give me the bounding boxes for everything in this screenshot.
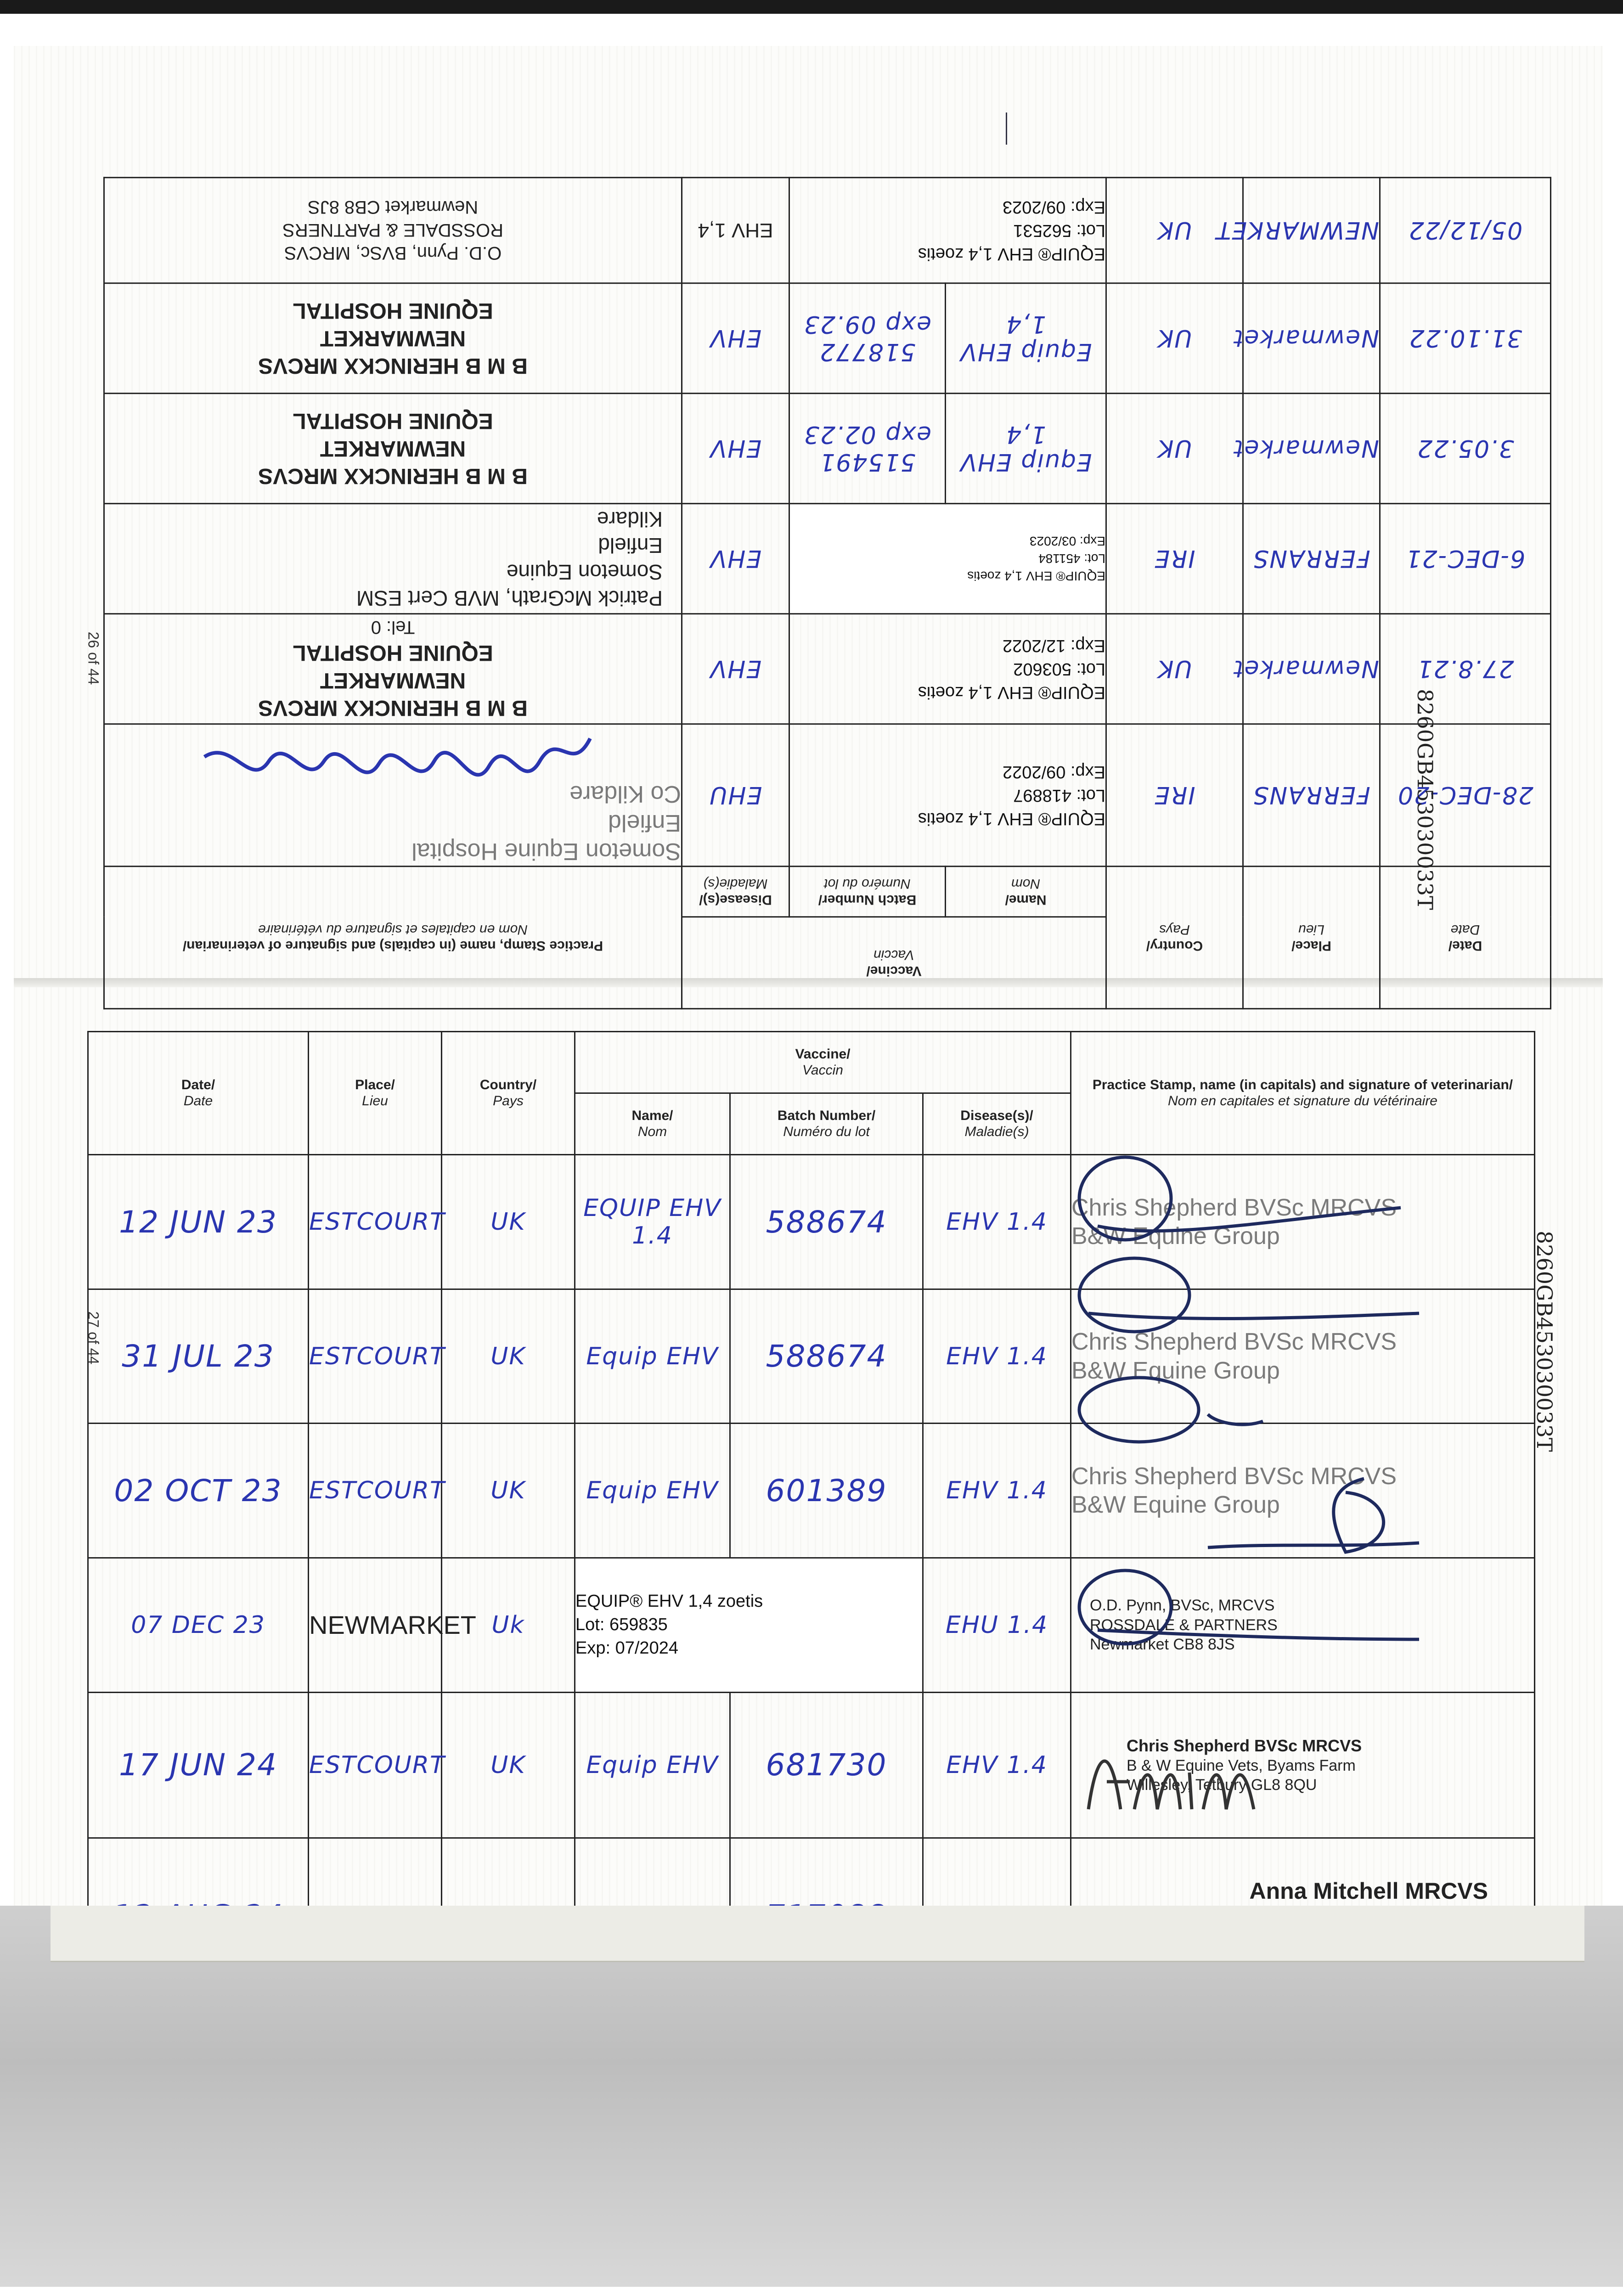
date-cell: 6-DEC-21 xyxy=(1380,504,1551,614)
date-cell: 3.05.22 xyxy=(1380,394,1551,504)
practice-stamp: Chris Shepherd BVSc MRCVS B&W Equine Group xyxy=(1071,1289,1535,1424)
date-cell: 02 OCT 23 xyxy=(88,1424,309,1558)
place-cell: Newmarket xyxy=(1243,394,1380,504)
disease-cell: EHV 1.4 xyxy=(923,1155,1071,1289)
country-cell: UK xyxy=(1106,283,1243,394)
table-row xyxy=(104,178,1551,283)
practice-stamp: Anna Mitchell MRCVS xyxy=(1071,1838,1535,1994)
page-number: 27 of 44 xyxy=(85,1311,102,1365)
page-number: 26 of 44 xyxy=(85,631,102,685)
signature-icon xyxy=(186,725,600,780)
vaccine-sticker: EQUIP® EHV 1,4 zoetis Lot: 418897 Exp: 09/2022 xyxy=(789,724,1106,867)
country-cell: UK xyxy=(442,1424,575,1558)
batch-cell: 588674 xyxy=(730,1289,923,1424)
date-cell: 12 JUN 23 xyxy=(88,1155,309,1289)
header-practice: Practice Stamp, name (in capitals) and signature of veterinarian/ Nom en capitales et signature du vétérinaire xyxy=(1071,1032,1535,1155)
country-cell: UK xyxy=(1106,178,1243,283)
header-practice: Practice Stamp, name (in capitals) and signature of veterinarian/ Nom en capitales et signature du vétérinaire xyxy=(104,867,682,1009)
passport-number: 8260GB453030033T xyxy=(1532,1231,1557,1452)
disease-cell: EHU xyxy=(682,724,789,867)
signature-icon xyxy=(1079,1731,1272,1823)
practice-stamp: Chris Shepherd BVSc MRCVS B&W Equine Group xyxy=(1071,1155,1535,1289)
name-cell: Equip EHV xyxy=(575,1692,730,1838)
vaccine-sticker: EQUIP® EHV 1,4 zoetis Lot: 659835 Exp: 07/2024 xyxy=(575,1558,923,1693)
country-cell: UK xyxy=(442,1692,575,1838)
scan-margin xyxy=(0,2287,1623,2296)
batch-cell: 681730 xyxy=(730,1692,923,1838)
country-cell: UK xyxy=(442,1155,575,1289)
header-place: Place/ Lieu xyxy=(309,1032,442,1155)
practice-stamp: B M B HERINCKX MRCVS NEWMARKET EQUINE HOSPITAL xyxy=(104,394,682,504)
batch-cell: 515491 exp 02.23 xyxy=(789,394,946,504)
practice-stamp: B M B HERINCKX MRCVS NEWMARKET EQUINE HOSPITAL Tel: 0 xyxy=(104,614,682,724)
header-vaccine: Vaccine/ Vaccin xyxy=(575,1032,1071,1093)
vaccine-sticker: EQUIP® EHV 1,4 zoetis Lot: 451184 Exp: 03/2023 xyxy=(789,504,1106,614)
place-cell: ESTCOURT xyxy=(309,1424,442,1558)
disease-cell: EHV xyxy=(682,394,789,504)
date-cell: 28-DEC-20 xyxy=(1380,724,1551,867)
place-cell: Newmarket xyxy=(1243,283,1380,394)
passport-number: 8260GB453030033T xyxy=(1413,689,1437,910)
disease-cell: EHV 1,4 xyxy=(682,178,789,283)
batch-cell: 588674 xyxy=(730,1155,923,1289)
country-cell: IRE xyxy=(1106,504,1243,614)
header-date: Date/ Date xyxy=(88,1032,309,1155)
practice-stamp: Chris Shepherd BVSc MRCVS B & W Equine Vets, Byams Farm Willesley, Tetbury GL8 8QU xyxy=(1071,1692,1535,1838)
practice-stamp: O.D. Pynn, BVSc, MRCVS ROSSDALE & PARTNERS Newmarket CB8 8JS xyxy=(104,178,682,283)
table-row xyxy=(88,1692,1535,1838)
vaccination-table-upper xyxy=(103,177,1551,1009)
country-cell: UK xyxy=(442,1289,575,1424)
practice-stamp: O.D. Pynn, BVSc, MRCVS ROSSDALE & PARTNERS Newmarket CB8 8JS xyxy=(1071,1558,1535,1693)
vaccine-sticker: EQUIP® EHV 1,4 zoetis Lot: 562531 Exp: 09/2023 xyxy=(789,178,1106,283)
table-row xyxy=(104,614,1551,724)
scan-top-border xyxy=(0,0,1623,14)
header-name: Name/ Nom xyxy=(946,867,1106,917)
practice-stamp: B M B HERINCKX MRCVS NEWMARKET EQUINE HOSPITAL xyxy=(104,283,682,394)
place-cell: ESTCOURT xyxy=(309,1692,442,1838)
table-row xyxy=(104,504,1551,614)
name-cell: Equip EHV 1,4 xyxy=(946,394,1106,504)
header-place: Place/ Lieu xyxy=(1243,867,1380,1009)
practice-stamp: Chris Shepherd BVSc MRCVS B&W Equine Group xyxy=(1071,1424,1535,1558)
country-cell: IRE xyxy=(1106,724,1243,867)
table-row xyxy=(104,724,1551,867)
country-cell: Uk xyxy=(442,1558,575,1693)
place-cell: ESTCOURT xyxy=(309,1289,442,1424)
disease-cell: EHU 1.4 xyxy=(923,1558,1071,1693)
disease-cell: EHV 1.4 xyxy=(923,1424,1071,1558)
signature-icon xyxy=(1070,1139,1437,1681)
place-cell: NEWMARKET xyxy=(1243,178,1380,283)
header-vaccine: Vaccine/ Vaccin xyxy=(682,917,1106,1009)
country-cell: UK xyxy=(1106,614,1243,724)
place-cell: FERRANS xyxy=(1243,504,1380,614)
place-cell: Newmarket xyxy=(1243,614,1380,724)
country-cell: UK xyxy=(1106,394,1243,504)
pen-mark xyxy=(1006,113,1007,145)
name-cell: Equip EHV xyxy=(575,1289,730,1424)
vaccine-sticker: EQUIP® EHV 1,4 zoetis Lot: 503602 Exp: 12/2022 xyxy=(789,614,1106,724)
scanner-background xyxy=(0,1906,1623,2296)
place-cell: FERRANS xyxy=(1243,724,1380,867)
disease-cell: EHV xyxy=(682,283,789,394)
practice-stamp: Someton Equine Hospital Enfield Co Kildare xyxy=(104,724,682,867)
header-batch: Batch Number/ Numéro du lot xyxy=(789,867,946,917)
header-disease: Disease(s)/ Maladie(s) xyxy=(923,1093,1071,1155)
batch-cell: 601389 xyxy=(730,1424,923,1558)
name-cell: EQUIP EHV 1.4 xyxy=(575,1155,730,1289)
date-cell: 31.10.22 xyxy=(1380,283,1551,394)
date-cell: 05/12/22 xyxy=(1380,178,1551,283)
table-row xyxy=(104,394,1551,504)
header-name: Name/ Nom xyxy=(575,1093,730,1155)
name-cell: Equip EHV xyxy=(575,1424,730,1558)
header-disease: Disease(s)/ Maladie(s) xyxy=(682,867,789,917)
date-cell: 31 JUL 23 xyxy=(88,1289,309,1424)
disease-cell: EHV xyxy=(682,614,789,724)
name-cell: Equip EHV 1,4 xyxy=(946,283,1106,394)
batch-cell: 518772 exp 09.23 xyxy=(789,283,946,394)
date-cell: 17 JUN 24 xyxy=(88,1692,309,1838)
disease-cell: EHV 1.4 xyxy=(923,1692,1071,1838)
place-cell: ESTCOURT xyxy=(309,1155,442,1289)
table-row xyxy=(104,283,1551,394)
header-country: Country/ Pays xyxy=(1106,867,1243,1009)
disease-cell: EHV xyxy=(682,504,789,614)
practice-stamp: Patrick McGrath, MVB Cert ESM Someton Equine Enfield Kildare xyxy=(104,504,682,614)
disease-cell: EHV 1.4 xyxy=(923,1289,1071,1424)
date-cell: 07 DEC 23 xyxy=(88,1558,309,1693)
header-date: Date/ Date xyxy=(1380,867,1551,1009)
header-batch: Batch Number/ Numéro du lot xyxy=(730,1093,923,1155)
header-country: Country/ Pays xyxy=(442,1032,575,1155)
book-edge xyxy=(51,1906,1584,1962)
date-cell: 27.8.21 xyxy=(1380,614,1551,724)
place-cell: NEWMARKET xyxy=(309,1558,442,1693)
